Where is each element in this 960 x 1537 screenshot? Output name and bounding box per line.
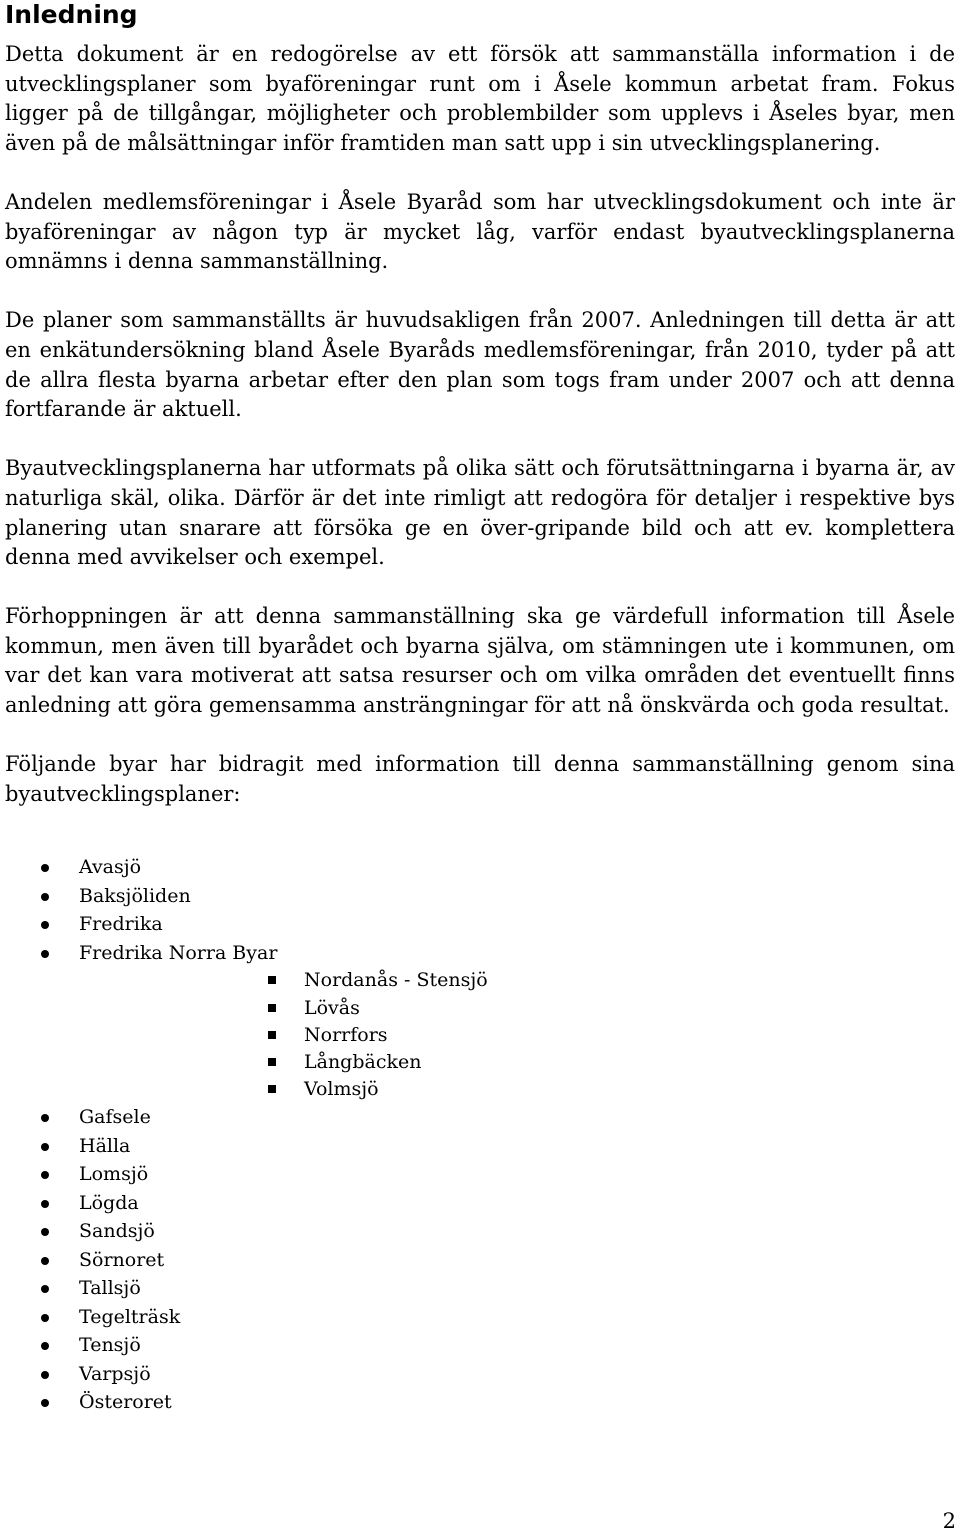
bullet-icon [41,864,49,872]
list-item [5,882,955,911]
square-bullet-icon [268,1004,276,1012]
bullet-icon [41,1171,49,1179]
village-list [5,853,955,1417]
village-name: Sörnoret [79,1248,165,1271]
sub-list-item [79,1022,955,1049]
section-heading: Inledning [5,0,138,29]
sub-village-list [79,967,955,1103]
paragraph-hope: Förhoppningen är att denna sammanställning ska ge värdefull information till Åsele kommun, men även till byarådet och byarna själva, om stämningen ute i kommunen, om var det kan vara motiverat att satsa resurser och om vilka områden det eventuellt finns anledning att göra gemensamma ansträngningar för att nå önskvärda och goda resultat. [5,604,955,718]
bullet-icon [41,1342,49,1350]
sub-list-item [79,995,955,1022]
bullet-icon [41,950,49,958]
village-name: Gafsele [79,1106,151,1129]
list-item [5,1246,955,1275]
sub-list-item [79,1049,955,1076]
village-name: Sandsjö [79,1220,155,1243]
bullet-icon [41,1285,49,1293]
list-item [5,853,955,882]
paragraph-design: Byautvecklingsplanerna har utformats på olika sätt och förutsättningarna i byarna är, av naturliga skäl, olika. Därför är det inte rimligt att redogöra för detaljer i respektive bys planering utan snarare att försöka ge en över-gripande bild och att ev. komplettera denna med avvikelser och exempel. [5,456,955,570]
village-name: Varpsjö [79,1362,151,1385]
list-item [5,1189,955,1218]
list-item [5,1103,955,1132]
paragraph-plans-2007: De planer som sammanställts är huvudsakligen från 2007. Anledningen till detta är att en enkätundersökning bland Åsele Byaråds medlemsföreningar, från 2010, tyder på att de allra flesta byarna arbetar efter den plan som togs fram under 2007 och att denna fortfarande är aktuell. [5,308,955,422]
sub-village-name: Norrfors [304,1023,388,1046]
list-item [5,1160,955,1189]
square-bullet-icon [268,1085,276,1093]
paragraph-intro: Detta dokument är en redogörelse av ett försök att sammanställa information i de utvecklingsplaner som byaföreningar runt om i Åsele kommun arbetat fram. Fokus ligger på de tillgångar, möjligheter och problembilder som upplevs i Åseles byar, men även på de målsättningar inför framtiden man satt upp i sin utvecklingsplanering. [5,42,955,155]
village-name: Österoret [79,1391,172,1414]
bullet-icon [41,921,49,929]
bullet-icon [41,1114,49,1122]
sub-list-item [79,1076,955,1103]
list-item [5,910,955,939]
bullet-icon [41,1371,49,1379]
sub-list-item [79,967,955,994]
bullet-icon [41,1228,49,1236]
village-name: Tallsjö [79,1277,141,1300]
village-name: Baksjöliden [79,884,191,907]
village-name: Hälla [79,1134,131,1157]
list-item [5,1331,955,1360]
village-name: Tensjö [79,1334,141,1357]
paragraph-contributors: Följande byar har bidragit med information till denna sammanställning genom sina byautvecklingsplaner: [5,752,955,806]
document-page [5,0,955,1417]
bullet-icon [41,893,49,901]
village-name: Lögda [79,1191,139,1214]
bullet-icon [41,1143,49,1151]
page-number: 2 [942,1509,956,1533]
list-item [5,1217,955,1246]
paragraph-members: Andelen medlemsföreningar i Åsele Byaråd som har utvecklingsdokument och inte är byaföreningar av någon typ är mycket låg, varför endast byautvecklingsplanerna omnämns i denna sammanställning. [5,189,955,274]
sub-village-name: Volmsjö [304,1078,379,1101]
list-item [5,1274,955,1303]
list-item [5,1303,955,1332]
sub-village-name: Nordanås - Stensjö [304,969,488,992]
bullet-icon [41,1399,49,1407]
bullet-icon [41,1314,49,1322]
list-item [5,939,955,1104]
village-name: Tegelträsk [79,1305,181,1328]
list-item [5,1360,955,1389]
square-bullet-icon [268,976,276,984]
bullet-icon [41,1200,49,1208]
list-item [5,1388,955,1417]
village-name: Lomsjö [79,1163,149,1186]
village-name: Fredrika [79,913,163,936]
square-bullet-icon [268,1031,276,1039]
list-item [5,1132,955,1161]
village-name: Avasjö [79,856,142,879]
sub-village-name: Lövås [304,996,360,1019]
square-bullet-icon [268,1058,276,1066]
village-name: Fredrika Norra Byar [79,941,278,964]
sub-village-name: Långbäcken [304,1051,422,1074]
bullet-icon [41,1257,49,1265]
